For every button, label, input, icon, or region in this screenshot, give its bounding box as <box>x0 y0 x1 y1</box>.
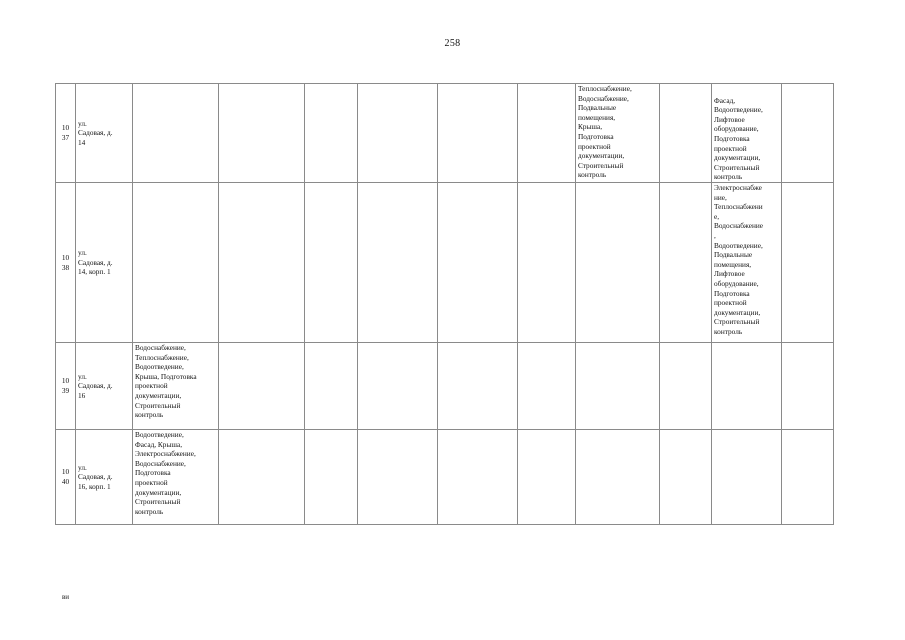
works-item: проектной <box>714 298 747 308</box>
empty-cell <box>782 343 834 430</box>
works-item: документации, <box>135 487 182 497</box>
works-item: Водоотведение, <box>714 240 763 250</box>
empty-cell <box>712 343 782 430</box>
works-list <box>576 84 660 183</box>
empty-cell <box>219 343 305 430</box>
table-row <box>56 430 834 525</box>
works-list <box>133 343 219 430</box>
empty-cell <box>782 430 834 525</box>
works-item: контроль <box>714 172 743 182</box>
empty-cell <box>712 430 782 525</box>
works-item: помещения, <box>578 112 616 122</box>
works-register-table <box>55 83 834 525</box>
empty-cell <box>133 84 219 183</box>
works-item: Фасад, <box>714 95 736 105</box>
row-number: 10 40 <box>56 430 76 525</box>
works-item: контроль <box>135 410 164 420</box>
empty-cell <box>358 343 438 430</box>
empty-cell <box>219 430 305 525</box>
empty-cell <box>438 343 518 430</box>
empty-cell <box>782 84 834 183</box>
empty-cell <box>438 430 518 525</box>
works-item: Теплоснабжени <box>714 202 763 212</box>
empty-cell <box>305 343 358 430</box>
empty-cell <box>576 183 660 343</box>
empty-cell <box>660 84 712 183</box>
empty-cell <box>660 343 712 430</box>
row-number: 10 37 <box>56 84 76 183</box>
works-item: , <box>714 230 716 240</box>
works-item: документации, <box>714 153 761 163</box>
empty-cell <box>518 430 576 525</box>
empty-cell <box>660 183 712 343</box>
works-item: Фасад, Крыша, <box>135 439 183 449</box>
works-item: Подготовка <box>578 131 614 141</box>
works-item: Водоотведение, <box>135 430 184 439</box>
works-item: е, <box>714 211 720 221</box>
works-item: Подготовка <box>135 468 171 478</box>
works-item: Электроснабже <box>714 183 762 192</box>
works-item: Водоснабжение <box>714 221 763 231</box>
empty-cell <box>219 84 305 183</box>
works-item: Водоснабжение, <box>578 93 629 103</box>
works-item: проектной <box>578 141 611 151</box>
empty-cell <box>518 183 576 343</box>
works-item: Водоотведение, <box>135 362 184 372</box>
row-address: ул. Садовая, д. 16 <box>76 343 133 430</box>
works-item: Строительный <box>135 400 181 410</box>
empty-cell <box>305 84 358 183</box>
empty-cell <box>358 430 438 525</box>
empty-cell <box>518 343 576 430</box>
works-item: Теплоснабжение, <box>135 352 189 362</box>
works-list <box>712 84 782 183</box>
works-item: контроль <box>578 170 607 180</box>
works-item: контроль <box>135 506 164 516</box>
works-item: Подвальные <box>714 250 753 260</box>
works-item: проектной <box>714 143 747 153</box>
works-item: Строительный <box>714 162 760 172</box>
works-item: Подготовка <box>714 134 750 144</box>
empty-cell <box>438 84 518 183</box>
footer-mark: ви <box>62 593 70 601</box>
works-list <box>712 183 782 343</box>
table-row <box>56 84 834 183</box>
works-item: Теплоснабжение, <box>578 84 632 93</box>
row-number: 10 38 <box>56 183 76 343</box>
empty-cell <box>133 183 219 343</box>
page-number: 258 <box>444 38 461 49</box>
works-item: Электроснабжение, <box>135 449 196 459</box>
empty-cell <box>576 430 660 525</box>
empty-cell <box>358 183 438 343</box>
empty-cell <box>438 183 518 343</box>
works-item: Крыша, <box>578 122 603 132</box>
works-item: Строительный <box>578 160 624 170</box>
works-item: документации, <box>578 151 625 161</box>
works-item: ние, <box>714 192 727 202</box>
works-item: Водоотведение, <box>714 105 763 115</box>
works-item: Водоснабжение, <box>135 343 186 352</box>
empty-cell <box>660 430 712 525</box>
empty-cell <box>219 183 305 343</box>
empty-cell <box>305 183 358 343</box>
row-number: 10 39 <box>56 343 76 430</box>
table-row <box>56 183 834 343</box>
works-item: документации, <box>714 307 761 317</box>
works-item: Строительный <box>135 497 181 507</box>
works-item: помещения, <box>714 259 752 269</box>
row-address: ул. Садовая, д. 14, корп. 1 <box>76 183 133 343</box>
works-item: Строительный <box>714 317 760 327</box>
works-list <box>133 430 219 525</box>
works-item: оборудование, <box>714 124 759 134</box>
works-item: проектной <box>135 477 168 487</box>
works-item: документации, <box>135 390 182 400</box>
empty-cell <box>576 343 660 430</box>
works-item: Подготовка <box>714 288 750 298</box>
works-item: Водоснабжение, <box>135 458 186 468</box>
works-item: Подвальные <box>578 103 617 113</box>
empty-cell <box>782 183 834 343</box>
works-item: Лифтовое <box>714 114 745 124</box>
works-item: Крыша, Подготовка <box>135 371 197 381</box>
empty-cell <box>358 84 438 183</box>
works-item: проектной <box>135 381 168 391</box>
works-item: Лифтовое <box>714 269 745 279</box>
row-address: ул. Садовая, д. 14 <box>76 84 133 183</box>
row-address: ул. Садовая, д. 16, корп. 1 <box>76 430 133 525</box>
empty-cell <box>518 84 576 183</box>
works-item: оборудование, <box>714 278 759 288</box>
works-item: контроль <box>714 326 743 336</box>
table-row <box>56 343 834 430</box>
empty-cell <box>305 430 358 525</box>
